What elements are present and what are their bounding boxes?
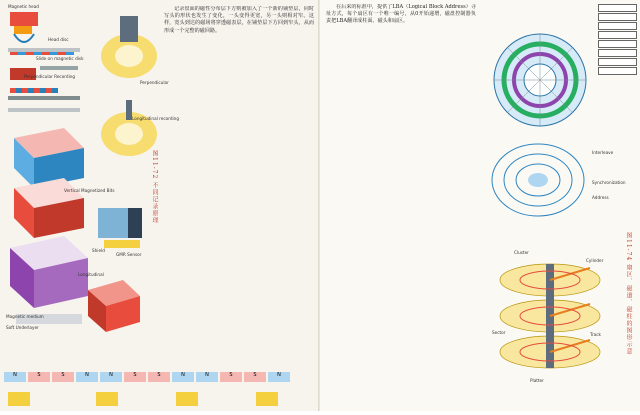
perpendicular-ring-figure [96, 10, 169, 90]
strip-cell: N [76, 372, 98, 382]
disk-platter-figure [490, 30, 590, 130]
platter-label: Platter [530, 378, 544, 383]
magnetic-medium-label: Magnetic medium [6, 314, 44, 319]
head-disc-label: Head disc [48, 37, 69, 42]
recording-head-illustration [6, 4, 84, 124]
sector-box [598, 67, 637, 75]
left-figure-caption: 图11-72 不同记录原理 [151, 150, 158, 225]
cylinder-illustration [490, 250, 620, 400]
perpendicular-recording-label: Perpendicular Recording [24, 74, 76, 79]
cylinder-label: Cylinder [586, 258, 604, 263]
address-label: Address [592, 195, 609, 200]
longitudinal-block-illustration [78, 270, 148, 340]
sector-box [598, 49, 637, 57]
gmr-sensor-label: GMR Sensor [116, 252, 142, 257]
strip-cell: S [52, 372, 74, 382]
slide-label: Slide on magnetic disk [36, 56, 84, 61]
sector-box [598, 31, 637, 39]
right-figure-caption: 图11-74 扇区、磁道、磁柱的图形示意 [625, 232, 632, 356]
strip-cell: N [4, 372, 26, 382]
magnetic-head-label: Magnetic head [8, 4, 39, 9]
sector-label: Sector [492, 330, 506, 335]
perpendicular-label: Perpendicular [140, 80, 169, 85]
longitudinal-ring-illustration [96, 96, 162, 166]
strip-cell: S [148, 372, 170, 382]
left-text-column [164, 6, 314, 362]
perpendicular-sensor-figure [90, 200, 150, 260]
track-layout-figure [488, 140, 588, 220]
sector-table-figure [598, 4, 638, 134]
longitudinal-label: Longitudinal [78, 272, 104, 277]
right-text-column [326, 4, 476, 404]
interleave-label: Interleave [592, 150, 614, 155]
strip-cell: S [244, 372, 266, 382]
left-page [0, 0, 320, 411]
strip-cell: S [124, 372, 146, 382]
sector-box [598, 4, 637, 12]
longitudinal-block-figure [78, 270, 148, 340]
vertical-bits-label: Vertical Magnetized Bits [64, 188, 115, 193]
strip-cell: N [196, 372, 218, 382]
right-paragraph: 在后来的标准中，提供了LBA（Logical Block Address）寻址方式，每个扇区有一个唯一编号，从0开始递增，磁盘控制器负责把LBA翻译成柱面、磁头和扇区。 [326, 4, 476, 25]
sector-box [598, 58, 637, 66]
strip-cell: N [172, 372, 194, 382]
track-layout-illustration [488, 140, 588, 220]
bottom-coil-figure [0, 386, 320, 411]
perpendicular-ring-illustration [96, 10, 162, 90]
strip-cell: N [100, 372, 122, 382]
strip-cell: N [268, 372, 290, 382]
sector-box [598, 22, 637, 30]
sector-box [598, 13, 637, 21]
shield-label: Shield [92, 248, 105, 253]
soft-underlayer-label: Soft Underlayer [6, 325, 39, 330]
synchronization-label: Synchronization [592, 180, 626, 185]
sector-box [598, 40, 637, 48]
right-page [320, 0, 640, 411]
left-paragraph: 记录盘面的磁性分布层下方则被加入了一个新的铺垫层，同时写头的形状也发生了变化，一头变得更宽，另一头则相对窄。这样，宽头到达的磁场将穿透磁表层，在铺垫层下方回到窄头，从而形成一个完整的磁回路。 [164, 6, 314, 34]
bottom-coil-illustration [0, 386, 320, 411]
disk-platter-illustration [490, 30, 590, 130]
longitudinal-recording-label: Longitudinal recording [132, 116, 179, 121]
strip-cell: S [28, 372, 50, 382]
ns-strip [0, 372, 320, 384]
cylinder-figure [490, 250, 620, 400]
track-legend-figure [592, 150, 638, 230]
recording-head-figure [6, 4, 84, 124]
track-label: Track [590, 332, 601, 337]
longitudinal-ring-figure [96, 96, 179, 166]
strip-cell: S [220, 372, 242, 382]
cluster-label: Cluster [514, 250, 529, 255]
